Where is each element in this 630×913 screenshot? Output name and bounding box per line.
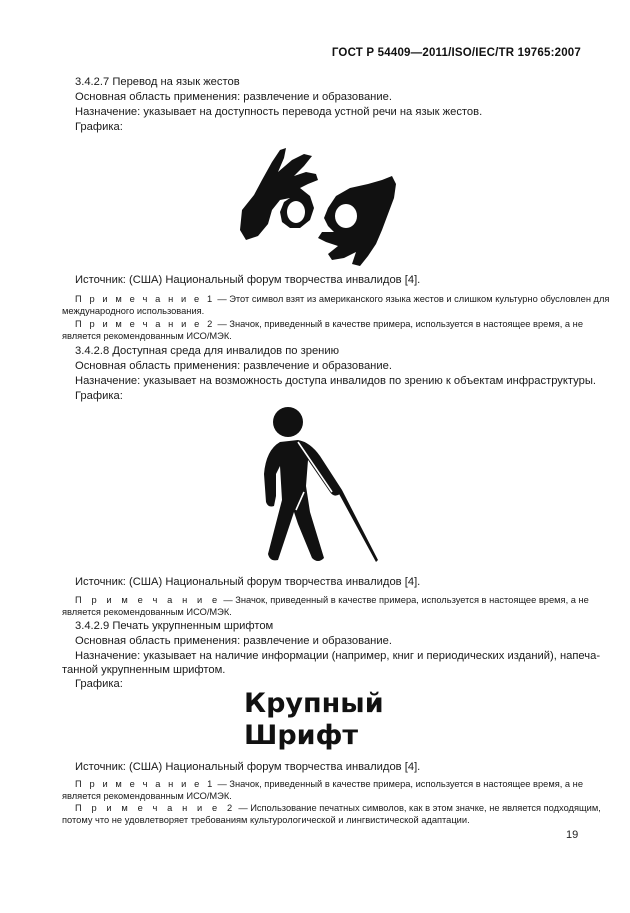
note-2 xyxy=(62,318,583,342)
purpose: Назначение: указывает на доступность перевода устной речи на язык жестов. xyxy=(75,106,483,118)
source: Источник: (США) Национальный форум творчества инвалидов [4]. xyxy=(75,274,421,286)
application-area: Основная область применения: развлечение и образование. xyxy=(75,360,392,372)
section-title-3-4-2-9: 3.4.2.9 Печать укрупненным шрифтом xyxy=(75,620,274,632)
large-print-line-2: Шрифт xyxy=(244,720,359,751)
source: Источник: (США) Национальный форум творчества инвалидов [4]. xyxy=(75,761,421,773)
note-continuation: международного использования. xyxy=(62,306,205,316)
graphic-label: Графика: xyxy=(75,678,123,690)
note-continuation: потому что не удовлетворяет требованиям культурологической и лингвистической адаптации. xyxy=(62,815,470,825)
section-title-3-4-2-7: 3.4.2.7 Перевод на язык жестов xyxy=(75,76,240,88)
note xyxy=(62,594,589,618)
purpose-line-1: Назначение: указывает на наличие информации (например, книг и периодических изданий), напеча- xyxy=(75,650,601,662)
note-label: П р и м е ч а н и е 2 xyxy=(75,803,236,813)
application-area: Основная область применения: развлечение и образование. xyxy=(75,91,392,103)
application-area: Основная область применения: развлечение и образование. xyxy=(75,635,392,647)
page-number: 19 xyxy=(566,829,579,841)
note-text: — Использование печатных символов, как в этом значке, не является подходящим, xyxy=(235,803,601,813)
note-1 xyxy=(62,293,610,317)
note-text: — Значок, приведенный в качестве примера, используется в настоящее время, а не xyxy=(220,595,589,605)
note-continuation: является рекомендованным ИСО/МЭК. xyxy=(62,607,232,617)
graphic-label: Графика: xyxy=(75,390,123,402)
sign-language-hands-icon xyxy=(232,140,412,268)
graphic-label: Графика: xyxy=(75,121,123,133)
purpose-line-2: танной укрупненным шрифтом. xyxy=(62,664,226,676)
purpose: Назначение: указывает на возможность доступа инвалидов по зрению к объектам инфраструктуры. xyxy=(75,375,596,387)
note-text: — Значок, приведенный в качестве примера, используется в настоящее время, а не xyxy=(214,319,583,329)
note-continuation: является рекомендованным ИСО/МЭК. xyxy=(62,331,232,341)
note-label: П р и м е ч а н и е 1 xyxy=(75,294,215,304)
note-label: П р и м е ч а н и е 1 xyxy=(75,779,215,789)
standard-header: ГОСТ Р 54409—2011/ISO/IEC/TR 19765:2007 xyxy=(331,47,581,59)
note-1 xyxy=(62,778,583,802)
note-continuation: является рекомендованным ИСО/МЭК. xyxy=(62,791,232,801)
note-2 xyxy=(62,802,601,826)
note-text: — Значок, приведенный в качестве примера, используется в настоящее время, а не xyxy=(214,779,583,789)
note-label: П р и м е ч а н и е 2 xyxy=(75,319,215,329)
note-label: П р и м е ч а н и е xyxy=(75,595,221,605)
section-title-3-4-2-8: 3.4.2.8 Доступная среда для инвалидов по зрению xyxy=(75,345,340,357)
large-print-line-1: Крупный xyxy=(244,688,384,719)
large-print-graphic xyxy=(244,688,384,752)
note-text: — Этот символ взят из американского языка жестов и слишком культурно обусловлен для xyxy=(214,294,610,304)
blind-person-with-cane-icon xyxy=(258,404,382,564)
source: Источник: (США) Национальный форум творчества инвалидов [4]. xyxy=(75,576,421,588)
